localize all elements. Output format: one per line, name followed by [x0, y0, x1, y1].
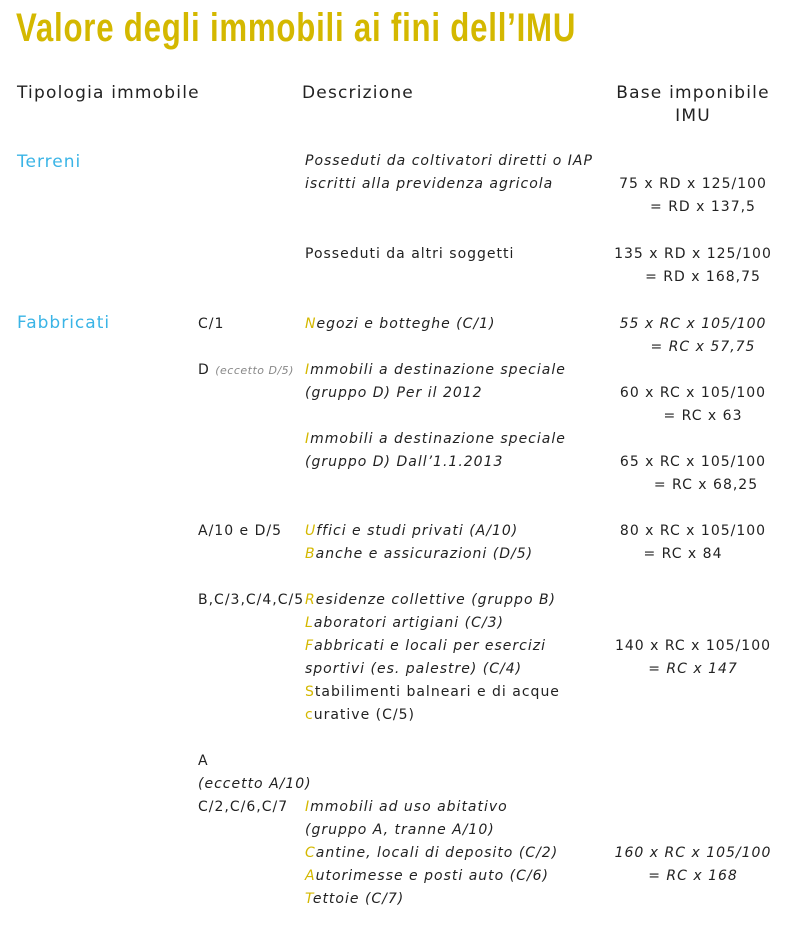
c1-formula — [600, 313, 786, 359]
description-line: iscritti alla previdenza agricola — [305, 176, 554, 192]
initial-letter: c — [305, 707, 314, 723]
formula-result: = RC x 57,75 — [650, 339, 756, 355]
description-text: mmobili a destinazione speciale — [310, 362, 566, 378]
formula-line: 55 x RC x 105/100 — [619, 316, 767, 332]
code-b-c3-c4-c5: B,C/3,C/4,C/5 — [198, 592, 305, 608]
terreni-row2-description: Posseduti da altri soggetti — [305, 246, 515, 262]
formula-result: = RC x 147 — [648, 661, 738, 677]
formula-line: 140 x RC x 105/100 — [614, 638, 772, 654]
formula-result: = RC x 84 — [643, 546, 723, 562]
code-note: (eccetto D/5) — [215, 364, 294, 377]
d2-formula — [600, 451, 786, 497]
initial-letter: T — [305, 891, 313, 907]
formula-result: = RC x 63 — [663, 408, 743, 424]
d1-formula — [600, 382, 786, 428]
description-text: anche e assicurazioni (D/5) — [315, 546, 534, 562]
description-line — [305, 796, 558, 819]
description-text: tabilimenti balneari e di acque — [314, 684, 560, 700]
header-descrizione: Descrizione — [302, 83, 414, 103]
description-line — [305, 635, 560, 658]
a10-description — [305, 520, 533, 566]
description-line — [305, 819, 558, 842]
description-text: sportivi (es. palestre) (C/4) — [305, 661, 523, 677]
description-text: ettoie (C/7) — [312, 891, 405, 907]
d1-description — [305, 359, 566, 405]
initial-letter: N — [305, 316, 317, 332]
description-line: (gruppo D) Dall’1.1.2013 — [305, 454, 504, 470]
initial-letter: F — [305, 638, 315, 654]
initial-letter: I — [305, 362, 311, 378]
formula-line: 80 x RC x 105/100 — [619, 523, 767, 539]
description-text: abbricati e locali per esercizi — [314, 638, 546, 654]
a-description — [305, 796, 558, 911]
description-line — [305, 842, 558, 865]
code-text: C/2,C/6,C/7 — [198, 799, 289, 815]
formula-line: 135 x RD x 125/100 — [614, 246, 772, 262]
initial-letter: A — [305, 868, 316, 884]
code-a-group — [198, 750, 312, 819]
d2-description — [305, 428, 566, 474]
description-line: (gruppo D) Per il 2012 — [305, 385, 483, 401]
page-title: Valore degli immobili ai fini dell’IMU — [16, 6, 577, 50]
description-line — [305, 658, 560, 681]
initial-letter: S — [305, 684, 315, 700]
terreni-row1-formula — [600, 173, 786, 219]
formula-result: = RD x 168,75 — [645, 269, 761, 285]
code-note: (eccetto A/10) — [198, 776, 312, 792]
description-text: mmobili a destinazione speciale — [310, 431, 566, 447]
code-d — [198, 359, 294, 382]
description-line: Posseduti da coltivatori diretti o IAP — [305, 153, 593, 169]
formula-result: = RC x 68,25 — [653, 477, 759, 493]
initial-letter: R — [305, 592, 316, 608]
header-base-imponibile — [600, 83, 786, 126]
initial-letter: I — [305, 431, 311, 447]
initial-letter: U — [305, 523, 317, 539]
formula-line: 160 x RC x 105/100 — [614, 845, 772, 861]
formula-line: 75 x RD x 125/100 — [619, 176, 767, 192]
b-formula — [600, 635, 786, 681]
initial-letter: I — [305, 799, 311, 815]
description-line — [305, 589, 560, 612]
description-line — [305, 704, 560, 727]
description-line — [305, 681, 560, 704]
description-line — [305, 865, 558, 888]
formula-result: = RD x 137,5 — [650, 199, 756, 215]
description-text: utorimesse e posti auto (C/6) — [315, 868, 549, 884]
description-text: egozi e botteghe (C/1) — [316, 316, 496, 332]
description-text: aboratori artigiani (C/3) — [313, 615, 504, 631]
formula-result: = RC x 168 — [648, 868, 738, 884]
initial-letter: B — [305, 546, 316, 562]
terreni-row2-formula — [600, 243, 786, 289]
description-text: (gruppo A, tranne A/10) — [305, 822, 495, 838]
formula-line: 65 x RC x 105/100 — [619, 454, 767, 470]
code-c1: C/1 — [198, 316, 225, 332]
description-text: ffici e studi privati (A/10) — [316, 523, 519, 539]
c1-description — [305, 313, 496, 336]
description-text: urative (C/5) — [313, 707, 415, 723]
category-terreni: Terreni — [17, 152, 82, 172]
description-line — [305, 612, 560, 635]
initial-letter: C — [305, 845, 316, 861]
a10-formula — [600, 520, 786, 566]
initial-letter: L — [305, 615, 314, 631]
description-text: esidenze collettive (gruppo B) — [315, 592, 557, 608]
b-description — [305, 589, 560, 727]
code-a10-d5: A/10 e D/5 — [198, 523, 283, 539]
header-base-line2: IMU — [675, 106, 711, 126]
a-formula — [600, 842, 786, 888]
code-text: A — [198, 753, 209, 769]
category-fabbricati: Fabbricati — [17, 313, 111, 333]
terreni-row1-description — [305, 150, 593, 196]
description-text: mmobili ad uso abitativo — [310, 799, 508, 815]
description-line — [305, 888, 558, 911]
description-text: antine, locali di deposito (C/2) — [315, 845, 559, 861]
header-tipologia: Tipologia immobile — [17, 83, 200, 103]
formula-line: 60 x RC x 105/100 — [619, 385, 767, 401]
header-base-line1: Base imponibile — [616, 83, 770, 103]
code-text: D — [198, 362, 210, 378]
